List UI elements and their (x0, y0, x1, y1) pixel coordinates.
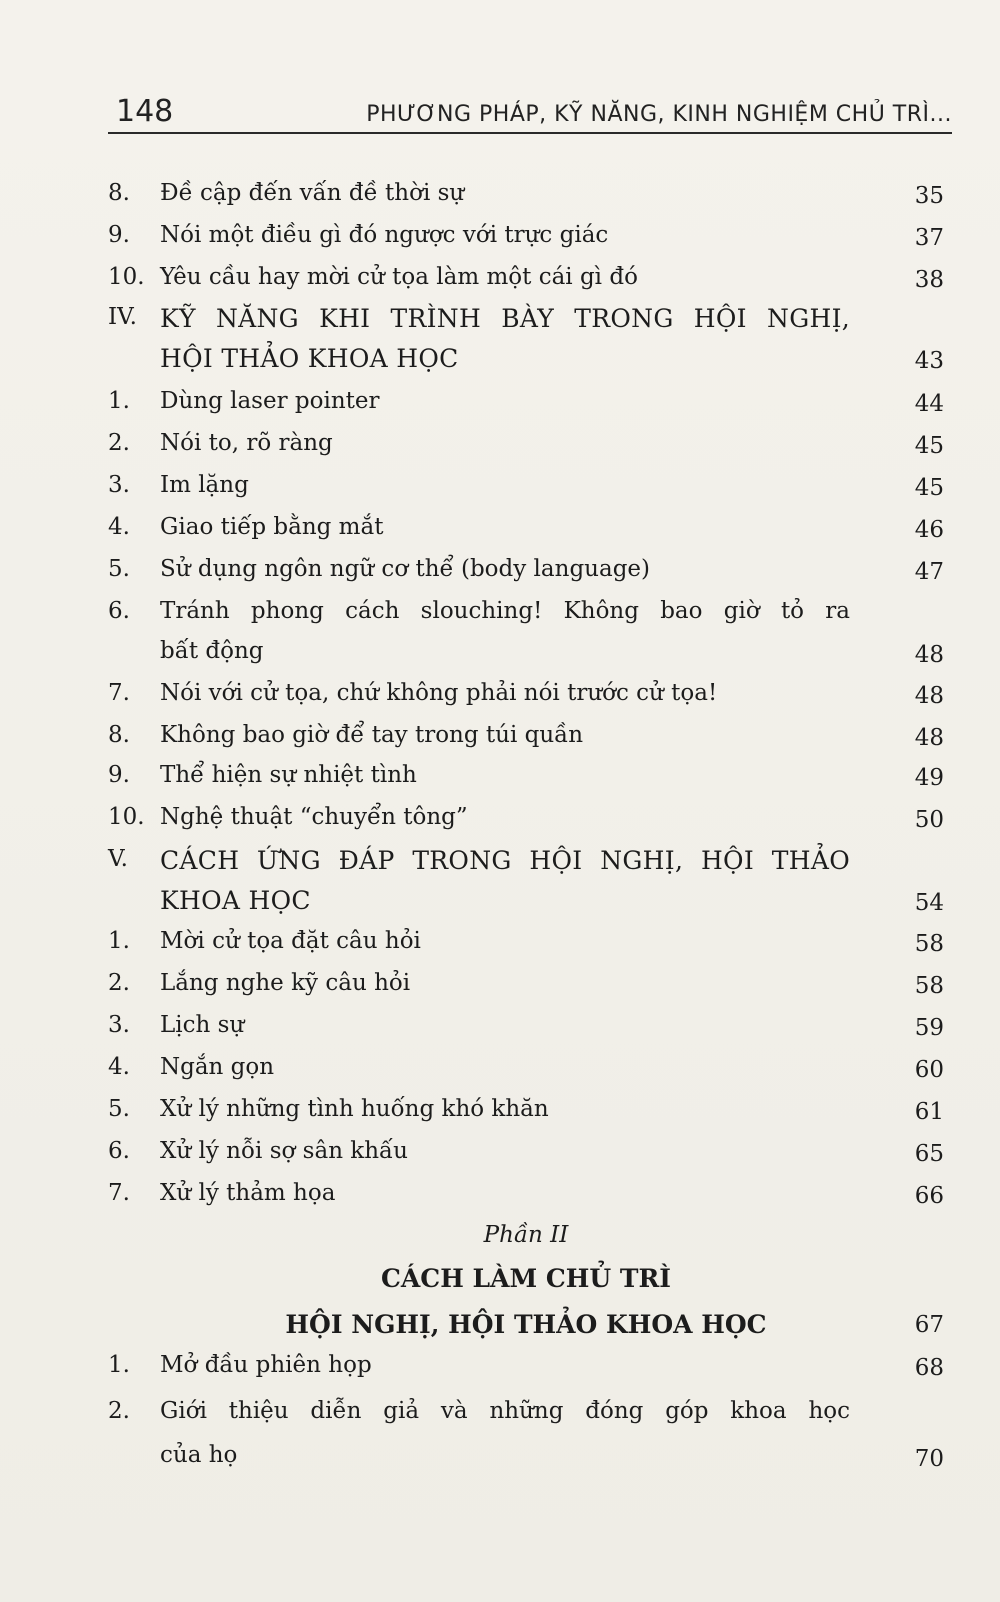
entry-number: 10. (108, 804, 145, 830)
entry-title: Nói to, rõ ràng (160, 430, 333, 456)
part-title-line1: CÁCH LÀM CHỦ TRÌ (381, 1264, 671, 1293)
entry-page: 66 (914, 1183, 944, 1209)
entry-title: KỸ NĂNG KHI TRÌNH BÀY TRONG HỘI NGHỊ, (160, 304, 850, 333)
page-number: 148 (116, 94, 174, 129)
entry-title: Dùng laser pointer (160, 388, 380, 414)
entry-title: Sử dụng ngôn ngữ cơ thể (body language) (160, 556, 650, 582)
entry-title: Nói một điều gì đó ngược với trực giác (160, 222, 609, 248)
entry-page: 49 (914, 765, 944, 791)
entry-title: Nói với cử tọa, chứ không phải nói trước cử tọa! (160, 680, 718, 706)
entry-title: Xử lý nỗi sợ sân khấu (160, 1138, 408, 1164)
entry-number: 3. (108, 472, 130, 498)
entry-title: CÁCH ỨNG ĐÁP TRONG HỘI NGHỊ, HỘI THẢO (160, 846, 850, 875)
running-title: PHƯƠNG PHÁP, KỸ NĂNG, KINH NGHIỆM CHỦ TRÌ... (366, 102, 952, 127)
entry-page: 46 (914, 517, 944, 543)
entry-number: 4. (108, 1054, 130, 1080)
entry-number: V. (108, 846, 128, 872)
entry-number: 4. (108, 514, 130, 540)
entry-title: Xử lý những tình huống khó khăn (160, 1096, 549, 1122)
part-title-line2: HỘI NGHỊ, HỘI THẢO KHOA HỌC (285, 1310, 767, 1339)
entry-page: 70 (914, 1446, 944, 1472)
entry-title: Im lặng (160, 472, 249, 498)
entry-title: Lịch sự (160, 1012, 245, 1038)
entry-page: 45 (914, 475, 944, 501)
entry-title: Lắng nghe kỹ câu hỏi (160, 970, 411, 996)
entry-page: 68 (914, 1355, 944, 1381)
entry-number: 3. (108, 1012, 130, 1038)
entry-page: 38 (914, 267, 944, 293)
entry-title: Thể hiện sự nhiệt tình (160, 762, 417, 788)
entry-title: Mời cử tọa đặt câu hỏi (160, 928, 421, 954)
entry-title: Mở đầu phiên họp (160, 1352, 372, 1378)
entry-number: 7. (108, 680, 130, 706)
entry-page: 48 (914, 683, 944, 709)
entry-title: Giao tiếp bằng mắt (160, 514, 384, 540)
entry-number: IV. (108, 304, 137, 330)
entry-page: 43 (914, 348, 944, 374)
entry-number: 7. (108, 1180, 130, 1206)
entry-page: 35 (914, 183, 944, 209)
entry-page: 59 (914, 1015, 944, 1041)
entry-number: 6. (108, 598, 130, 624)
entry-title: Giới thiệu diễn giả và những đóng góp khoa học (160, 1398, 850, 1424)
entry-title-cont: KHOA HỌC (160, 886, 311, 915)
entry-number: 8. (108, 180, 130, 206)
entry-page: 47 (914, 559, 944, 585)
entry-number: 5. (108, 556, 130, 582)
entry-title-cont: HỘI THẢO KHOA HỌC (160, 344, 459, 373)
entry-number: 1. (108, 928, 130, 954)
entry-title: Không bao giờ để tay trong túi quần (160, 722, 584, 748)
entry-page: 48 (914, 725, 944, 751)
entry-page: 44 (914, 391, 944, 417)
entry-number: 2. (108, 430, 130, 456)
entry-number: 6. (108, 1138, 130, 1164)
entry-page: 54 (914, 890, 944, 916)
entry-title-cont: bất động (160, 638, 264, 664)
entry-title: Yêu cầu hay mời cử tọa làm một cái gì đó (160, 264, 638, 290)
entry-number: 2. (108, 1398, 130, 1424)
entry-number: 1. (108, 1352, 130, 1378)
entry-number: 10. (108, 264, 145, 290)
part-page: 67 (914, 1312, 944, 1338)
entry-page: 65 (914, 1141, 944, 1167)
part-label: Phần II (483, 1222, 569, 1248)
page-header (108, 92, 952, 134)
entry-page: 45 (914, 433, 944, 459)
entry-page: 61 (914, 1099, 944, 1125)
entry-page: 50 (914, 807, 944, 833)
entry-number: 8. (108, 722, 130, 748)
entry-title: Ngắn gọn (160, 1054, 275, 1080)
entry-title: Đề cập đến vấn đề thời sự (160, 180, 465, 206)
entry-page: 37 (914, 225, 944, 251)
entry-number: 9. (108, 222, 130, 248)
entry-title: Xử lý thảm họa (160, 1180, 336, 1206)
entry-number: 9. (108, 762, 130, 788)
entry-number: 2. (108, 970, 130, 996)
entry-page: 48 (914, 642, 944, 668)
entry-title: Tránh phong cách slouching! Không bao giờ tỏ ra (160, 598, 850, 624)
entry-page: 58 (914, 973, 944, 999)
entry-page: 60 (914, 1057, 944, 1083)
entry-number: 5. (108, 1096, 130, 1122)
entry-number: 1. (108, 388, 130, 414)
entry-title-cont: của họ (160, 1442, 238, 1468)
entry-page: 58 (914, 931, 944, 957)
entry-title: Nghệ thuật “chuyển tông” (160, 804, 468, 830)
